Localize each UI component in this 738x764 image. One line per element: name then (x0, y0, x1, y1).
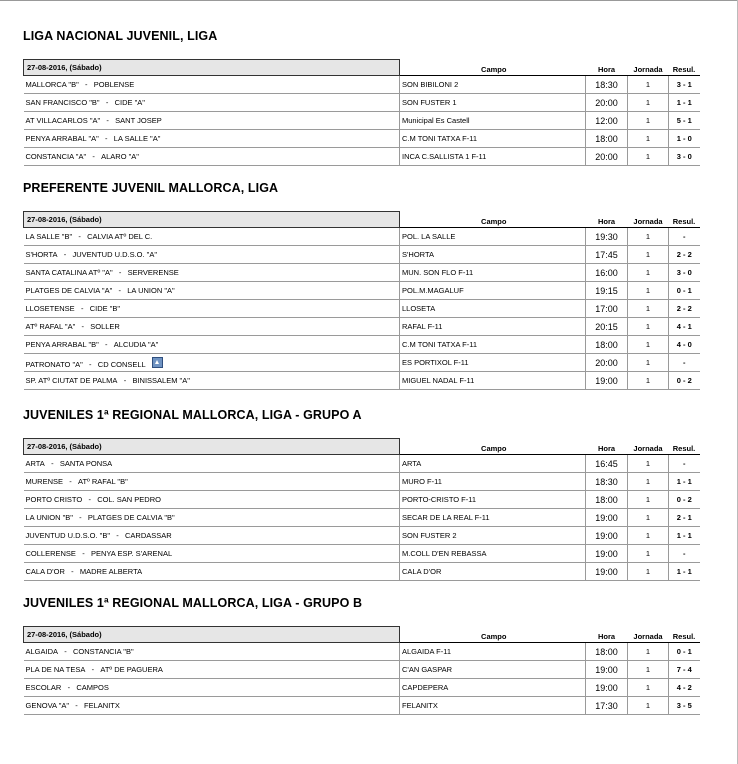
home-team: MALLORCA "B" (25, 80, 79, 89)
kickoff-time: 16:45 (586, 455, 628, 473)
home-team: S'HORTA (25, 250, 58, 259)
team-separator: - (64, 567, 80, 576)
round-number: 1 (628, 509, 669, 527)
team-separator: - (69, 701, 85, 710)
team-separator: - (57, 250, 73, 259)
round-number: 1 (628, 455, 669, 473)
table-row (24, 643, 700, 661)
round-number: 1 (628, 318, 669, 336)
venue: LLOSETA (400, 300, 586, 318)
team-separator: - (58, 647, 74, 656)
match-result: - (669, 354, 700, 372)
table-row (24, 130, 700, 148)
fixtures-table (23, 626, 700, 715)
top-border (0, 0, 738, 1)
team-separator: - (110, 531, 125, 540)
round-number: 1 (628, 264, 669, 282)
match-result: 2 - 1 (669, 509, 700, 527)
table-row (24, 455, 700, 473)
away-team: JUVENTUD U.D.S.O. "A" (72, 250, 157, 259)
match-result: - (669, 455, 700, 473)
header-hora: Hora (586, 627, 628, 643)
match-result: 0 - 2 (669, 372, 700, 390)
home-team: PATRONATO "A" (25, 359, 83, 369)
table-header-row (24, 439, 700, 455)
round-number: 1 (628, 94, 669, 112)
round-number: 1 (628, 246, 669, 264)
venue: SON FUSTER 2 (400, 527, 586, 545)
away-team: CALVIA ATº DEL C. (87, 232, 153, 241)
home-team: PENYA ARRABAL "B" (25, 340, 99, 349)
round-number: 1 (628, 679, 669, 697)
kickoff-time: 19:00 (586, 679, 628, 697)
match-teams (24, 336, 400, 354)
match-teams (24, 282, 400, 300)
header-campo: Campo (400, 60, 586, 76)
round-number: 1 (628, 661, 669, 679)
home-team: PLA DE NA TESA (25, 665, 86, 674)
table-row (24, 372, 700, 390)
venue: RAFAL F-11 (400, 318, 586, 336)
round-number: 1 (628, 563, 669, 581)
kickoff-time: 20:00 (586, 354, 628, 372)
team-separator: - (61, 683, 77, 692)
away-team: PLATGES DE CALVIA "B" (87, 513, 175, 522)
venue: POL.M.MAGALUF (400, 282, 586, 300)
match-teams (24, 130, 400, 148)
home-team: MURENSE (25, 477, 64, 486)
away-team: LA SALLE "A" (113, 134, 161, 143)
match-teams (24, 527, 400, 545)
home-team: LA UNION "B" (25, 513, 73, 522)
table-row (24, 661, 700, 679)
competition-section (23, 406, 699, 581)
team-separator: - (98, 134, 114, 143)
match-date: 27-08-2016, (Sábado) (24, 60, 400, 76)
team-separator: - (44, 459, 60, 468)
table-row (24, 354, 700, 372)
away-team: PENYA ESP. S'ARENAL (90, 549, 173, 558)
table-header-row (24, 627, 700, 643)
venue: M.COLL D'EN REBASSA (400, 545, 586, 563)
header-jornada: Jornada (628, 627, 669, 643)
team-separator: - (75, 322, 91, 331)
match-result: - (669, 228, 700, 246)
kickoff-time: 17:00 (586, 300, 628, 318)
venue: MUN. SON FLO F-11 (400, 264, 586, 282)
kickoff-time: 18:00 (586, 491, 628, 509)
away-team: CONSTANCIA "B" (73, 647, 134, 656)
venue: PORTO-CRISTO F-11 (400, 491, 586, 509)
round-number: 1 (628, 228, 669, 246)
home-team: ESCOLAR (25, 683, 62, 692)
header-jornada: Jornada (628, 212, 669, 228)
competition-section (23, 594, 699, 715)
away-team: LA UNION "A" (127, 286, 175, 295)
venue: POL. LA SALLE (400, 228, 586, 246)
round-number: 1 (628, 148, 669, 166)
match-teams (24, 300, 400, 318)
home-team: PORTO CRISTO (25, 495, 83, 504)
kickoff-time: 20:00 (586, 148, 628, 166)
venue: MURO F-11 (400, 473, 586, 491)
match-teams (24, 545, 400, 563)
kickoff-time: 18:30 (586, 76, 628, 94)
away-team: ATº RAFAL "B" (78, 477, 128, 486)
fixtures-table (23, 211, 700, 390)
home-team: SAN FRANCISCO "B" (25, 98, 100, 107)
round-number: 1 (628, 336, 669, 354)
competition-section (23, 179, 699, 390)
team-separator: - (82, 495, 98, 504)
competition-title: JUVENILES 1ª REGIONAL MALLORCA, LIGA - GRUPO A (23, 408, 362, 422)
competition-section (23, 27, 699, 166)
match-date: 27-08-2016, (Sábado) (24, 212, 400, 228)
kickoff-time: 18:00 (586, 336, 628, 354)
kickoff-time: 19:00 (586, 527, 628, 545)
kickoff-time: 17:45 (586, 246, 628, 264)
table-row (24, 318, 700, 336)
header-resul: Resul. (669, 60, 700, 76)
round-number: 1 (628, 76, 669, 94)
match-teams (24, 372, 400, 390)
home-team: PLATGES DE CALVIA "A" (25, 286, 113, 295)
away-team: CD CONSELL (97, 359, 146, 369)
table-row (24, 697, 700, 715)
venue: FELANITX (400, 697, 586, 715)
away-team: ATº DE PAGUERA (100, 665, 163, 674)
table-row (24, 228, 700, 246)
home-team: AT VILLACARLOS "A" (25, 116, 101, 125)
match-teams (24, 643, 400, 661)
round-number: 1 (628, 300, 669, 318)
team-separator: - (85, 665, 101, 674)
away-team: CIDE "A" (114, 98, 145, 107)
match-result: 4 - 2 (669, 679, 700, 697)
away-team: SANTA PONSA (59, 459, 113, 468)
team-separator: - (63, 477, 79, 486)
team-separator: - (78, 80, 94, 89)
table-row (24, 76, 700, 94)
venue: SON FUSTER 1 (400, 94, 586, 112)
header-resul: Resul. (669, 212, 700, 228)
kickoff-time: 19:00 (586, 372, 628, 390)
venue: C'AN GASPAR (400, 661, 586, 679)
fixtures-table (23, 438, 700, 581)
match-result: - (669, 545, 700, 563)
map-pin-icon[interactable] (152, 357, 163, 368)
fixtures-table (23, 59, 700, 166)
match-teams (24, 94, 400, 112)
match-result: 7 - 4 (669, 661, 700, 679)
kickoff-time: 18:30 (586, 473, 628, 491)
match-teams (24, 697, 400, 715)
team-separator: - (75, 549, 91, 558)
match-teams (24, 318, 400, 336)
match-result: 1 - 1 (669, 563, 700, 581)
team-separator: - (98, 340, 114, 349)
round-number: 1 (628, 354, 669, 372)
header-campo: Campo (400, 439, 586, 455)
table-row (24, 300, 700, 318)
venue: SECAR DE LA REAL F-11 (400, 509, 586, 527)
away-team: CAMPOS (76, 683, 109, 692)
match-date: 27-08-2016, (Sábado) (24, 439, 400, 455)
team-separator: - (72, 513, 88, 522)
kickoff-time: 19:15 (586, 282, 628, 300)
away-team: ALCUDIA "A" (113, 340, 159, 349)
match-result: 3 - 5 (669, 697, 700, 715)
away-team: COL. SAN PEDRO (97, 495, 161, 504)
match-teams (24, 264, 400, 282)
home-team: CALA D'OR (25, 567, 65, 576)
competition-title: JUVENILES 1ª REGIONAL MALLORCA, LIGA - GRUPO B (23, 596, 363, 610)
venue: ARTA (400, 455, 586, 473)
table-row (24, 679, 700, 697)
table-row (24, 94, 700, 112)
match-teams (24, 563, 400, 581)
venue: CALA D'OR (400, 563, 586, 581)
match-result: 0 - 1 (669, 282, 700, 300)
kickoff-time: 19:00 (586, 545, 628, 563)
match-result: 2 - 2 (669, 246, 700, 264)
match-result: 3 - 0 (669, 264, 700, 282)
away-team: SOLLER (90, 322, 120, 331)
match-teams (24, 246, 400, 264)
table-row (24, 148, 700, 166)
venue: S'HORTA (400, 246, 586, 264)
team-separator: - (100, 116, 116, 125)
venue: SON BIBILONI 2 (400, 76, 586, 94)
table-row (24, 473, 700, 491)
home-team: LA SALLE "B" (25, 232, 73, 241)
away-team: CIDE "B" (89, 304, 121, 313)
table-row (24, 527, 700, 545)
kickoff-time: 19:00 (586, 563, 628, 581)
venue: ALGAIDA F-11 (400, 643, 586, 661)
home-team: PENYA ARRABAL "A" (25, 134, 99, 143)
table-row (24, 563, 700, 581)
home-team: GENOVA "A" (25, 701, 70, 710)
header-hora: Hora (586, 439, 628, 455)
match-teams (24, 491, 400, 509)
team-separator: - (72, 232, 88, 241)
team-separator: - (117, 376, 133, 385)
home-team: ATº RAFAL "A" (25, 322, 76, 331)
away-team: BINISSALEM "A" (132, 376, 190, 385)
kickoff-time: 20:15 (586, 318, 628, 336)
match-teams (24, 76, 400, 94)
team-separator: - (112, 268, 128, 277)
venue: ES PORTIXOL F-11 (400, 354, 586, 372)
match-teams (24, 509, 400, 527)
home-team: COLLERENSE (25, 549, 76, 558)
table-header-row (24, 60, 700, 76)
match-result: 4 - 1 (669, 318, 700, 336)
match-teams (24, 148, 400, 166)
team-separator: - (112, 286, 128, 295)
kickoff-time: 12:00 (586, 112, 628, 130)
away-team: SERVERENSE (127, 268, 179, 277)
header-campo: Campo (400, 212, 586, 228)
away-team: ALARO "A" (101, 152, 139, 161)
match-teams (24, 455, 400, 473)
round-number: 1 (628, 130, 669, 148)
away-team: CARDASSAR (125, 531, 172, 540)
away-team: POBLENSE (93, 80, 135, 89)
match-result: 1 - 1 (669, 473, 700, 491)
kickoff-time: 16:00 (586, 264, 628, 282)
team-separator: - (86, 152, 102, 161)
match-result: 0 - 1 (669, 643, 700, 661)
header-jornada: Jornada (628, 439, 669, 455)
round-number: 1 (628, 491, 669, 509)
venue: INCA C.SALLISTA 1 F-11 (400, 148, 586, 166)
home-team: SP. ATº CIUTAT DE PALMA (25, 376, 118, 385)
home-team: SANTA CATALINA ATº "A" (25, 268, 113, 277)
match-teams (24, 112, 400, 130)
match-result: 3 - 0 (669, 148, 700, 166)
away-team: FELANITX (84, 701, 120, 710)
match-teams (24, 354, 400, 372)
kickoff-time: 19:00 (586, 661, 628, 679)
match-date: 27-08-2016, (Sábado) (24, 627, 400, 643)
match-result: 1 - 1 (669, 94, 700, 112)
match-result: 1 - 1 (669, 527, 700, 545)
header-hora: Hora (586, 60, 628, 76)
table-row (24, 509, 700, 527)
table-row (24, 112, 700, 130)
home-team: LLOSETENSE (25, 304, 75, 313)
round-number: 1 (628, 473, 669, 491)
match-result: 4 - 0 (669, 336, 700, 354)
home-team: ALGAIDA (25, 647, 59, 656)
match-result: 1 - 0 (669, 130, 700, 148)
table-row (24, 491, 700, 509)
round-number: 1 (628, 545, 669, 563)
competition-title: LIGA NACIONAL JUVENIL, LIGA (23, 29, 218, 43)
kickoff-time: 17:30 (586, 697, 628, 715)
round-number: 1 (628, 643, 669, 661)
kickoff-time: 18:00 (586, 130, 628, 148)
kickoff-time: 19:30 (586, 228, 628, 246)
round-number: 1 (628, 282, 669, 300)
header-resul: Resul. (669, 439, 700, 455)
table-header-row (24, 212, 700, 228)
match-result: 5 - 1 (669, 112, 700, 130)
table-row (24, 264, 700, 282)
header-jornada: Jornada (628, 60, 669, 76)
venue: MIGUEL NADAL F-11 (400, 372, 586, 390)
match-teams (24, 228, 400, 246)
round-number: 1 (628, 527, 669, 545)
round-number: 1 (628, 372, 669, 390)
venue: Municipal Es Castell (400, 112, 586, 130)
team-separator: - (74, 304, 90, 313)
kickoff-time: 18:00 (586, 643, 628, 661)
match-result: 0 - 2 (669, 491, 700, 509)
venue: C.M TONI TATXA F-11 (400, 130, 586, 148)
away-team: MADRE ALBERTA (79, 567, 143, 576)
venue: C.M TONI TATXA F-11 (400, 336, 586, 354)
competition-title: PREFERENTE JUVENIL MALLORCA, LIGA (23, 181, 279, 195)
round-number: 1 (628, 697, 669, 715)
table-row (24, 336, 700, 354)
table-row (24, 282, 700, 300)
header-resul: Resul. (669, 627, 700, 643)
match-result: 3 - 1 (669, 76, 700, 94)
kickoff-time: 19:00 (586, 509, 628, 527)
header-hora: Hora (586, 212, 628, 228)
kickoff-time: 20:00 (586, 94, 628, 112)
header-campo: Campo (400, 627, 586, 643)
match-teams (24, 679, 400, 697)
match-teams (24, 661, 400, 679)
team-separator: - (82, 359, 98, 369)
match-result: 2 - 2 (669, 300, 700, 318)
table-row (24, 246, 700, 264)
home-team: JUVENTUD U.D.S.O. "B" (25, 531, 110, 540)
table-row (24, 545, 700, 563)
away-team: SANT JOSEP (115, 116, 162, 125)
team-separator: - (99, 98, 115, 107)
match-teams (24, 473, 400, 491)
home-team: ARTA (25, 459, 45, 468)
home-team: CONSTANCIA "A" (25, 152, 87, 161)
venue: CAPDEPERA (400, 679, 586, 697)
round-number: 1 (628, 112, 669, 130)
